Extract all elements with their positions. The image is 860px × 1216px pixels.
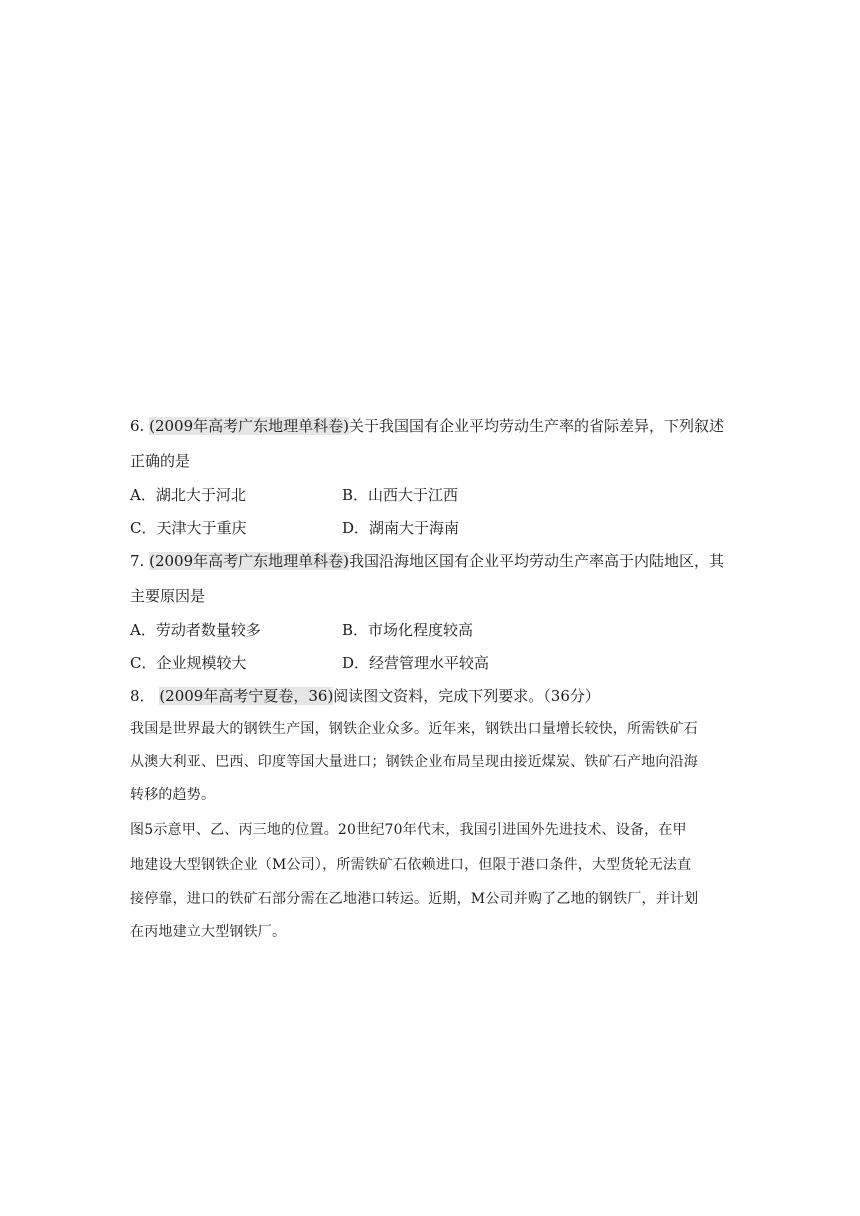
q7-option-a: A．劳动者数量较多	[130, 621, 261, 639]
q6-stem-line2: 正确的是	[130, 452, 191, 470]
q8-para1-line2: 从澳大利亚、巴西、印度等国大量进口；钢铁企业布局呈现由接近煤炭、铁矿石产地向沿海	[130, 754, 698, 770]
q7-number: 7.	[130, 552, 145, 570]
q8-para2-line4: 在丙地建立大型钢铁厂。	[130, 924, 287, 940]
q8-para2-line2: 地建设大型钢铁企业（M公司），所需铁矿石依赖进口，但限于港口条件，大型货轮无法直	[130, 857, 692, 873]
q7-stem-text: 我国沿海地区国有企业平均劳动生产率高于内陆地区，其	[348, 552, 724, 570]
q7-source: (2009年高考广东地理单科卷)	[149, 552, 349, 570]
q8-para1-line3: 转移的趋势。	[130, 787, 216, 803]
q6-number: 6.	[130, 417, 145, 435]
q6-stem-text: 关于我国国有企业平均劳动生产率的省际差异，下列叙述	[348, 417, 724, 435]
q6-option-c: C．天津大于重庆	[130, 519, 247, 537]
q6-option-d: D．湖南大于海南	[342, 519, 460, 537]
q6-source: (2009年高考广东地理单科卷)	[149, 417, 349, 435]
q6-option-b: B．山西大于江西	[342, 486, 459, 504]
q7-stem-line1	[130, 551, 740, 571]
q8-para1-line1: 我国是世界最大的钢铁生产国，钢铁企业众多。近年来，钢铁出口量增长较快，所需铁矿石	[130, 721, 698, 737]
q8-stem-text: 阅读图文资料，完成下列要求。（36分）	[333, 687, 600, 705]
q7-option-b: B．市场化程度较高	[342, 621, 474, 639]
q7-stem-line2: 主要原因是	[130, 587, 206, 605]
q8-para2-line1: 图5示意甲、乙、丙三地的位置。20世纪70年代末，我国引进国外先进技术、设备，在甲	[130, 822, 687, 838]
q7-option-c: C．企业规模较大	[130, 654, 247, 672]
q7-option-d: D．经营管理水平较高	[342, 654, 490, 672]
q8-stem-line	[130, 686, 740, 706]
q6-stem-line1	[130, 416, 740, 436]
q6-option-a: A．湖北大于河北	[130, 486, 246, 504]
q8-para2-line3: 接停靠，进口的铁矿石部分需在乙地港口转运。近期，M公司并购了乙地的钢铁厂，并计划	[130, 891, 699, 907]
q8-source: (2009年高考宁夏卷，36)	[159, 687, 334, 705]
q8-number: 8．	[130, 687, 155, 705]
